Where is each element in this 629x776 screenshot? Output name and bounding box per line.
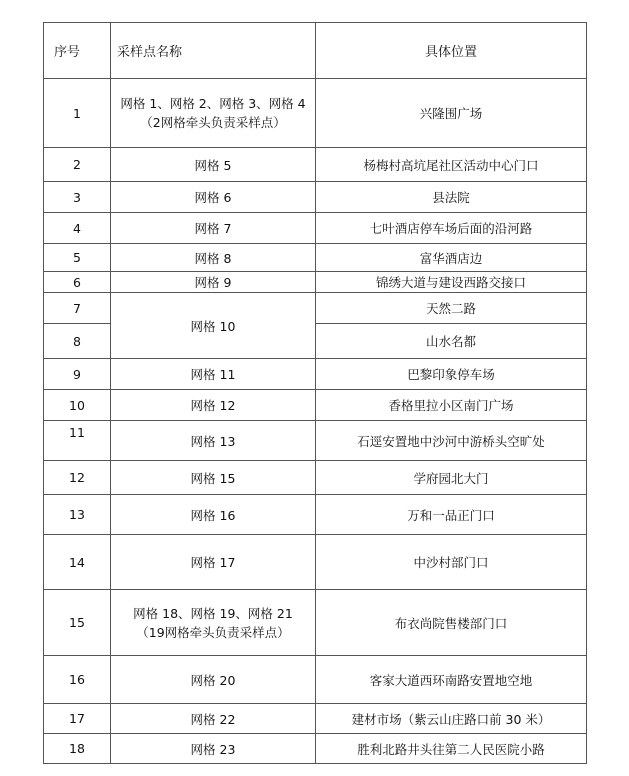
header-index: 序号 xyxy=(44,23,111,79)
row-location: 县法院 xyxy=(316,182,587,213)
row-location: 天然二路 xyxy=(316,293,587,324)
table-row xyxy=(44,704,587,734)
row-name xyxy=(111,590,316,656)
row-location: 富华酒店边 xyxy=(316,244,587,272)
row-location: 石逕安置地中沙河中游桥头空旷处 xyxy=(316,421,587,461)
row-name xyxy=(111,79,316,148)
table-row xyxy=(44,359,587,390)
row-index: 4 xyxy=(44,213,111,244)
row-location: 杨梅村高坑尾社区活动中心门口 xyxy=(316,148,587,182)
row-name: 网格 6 xyxy=(111,182,316,213)
row-location: 香格里拉小区南门广场 xyxy=(316,390,587,421)
table-header-row xyxy=(44,23,587,79)
row-location: 山水名都 xyxy=(316,324,587,359)
row-name: 网格 15 xyxy=(111,461,316,495)
row-index: 14 xyxy=(44,535,111,590)
row-name: 网格 9 xyxy=(111,272,316,293)
header-name: 采样点名称 xyxy=(111,23,316,79)
row-index: 11 xyxy=(44,421,111,461)
row-location: 巴黎印象停车场 xyxy=(316,359,587,390)
table-row xyxy=(44,421,587,461)
row-index: 15 xyxy=(44,590,111,656)
row-location: 兴隆围广场 xyxy=(316,79,587,148)
table-row xyxy=(44,461,587,495)
row-index: 13 xyxy=(44,495,111,535)
table-row xyxy=(44,182,587,213)
row-name-line2: （19网格牵头负责采样点） xyxy=(136,624,290,640)
row-location: 中沙村部门口 xyxy=(316,535,587,590)
row-name: 网格 13 xyxy=(111,421,316,461)
table-row xyxy=(44,293,587,324)
table-row xyxy=(44,734,587,764)
row-index: 17 xyxy=(44,704,111,734)
row-name-line1: 网格 18、网格 19、网格 21 xyxy=(133,605,293,621)
row-location: 胜利北路井头往第二人民医院小路 xyxy=(316,734,587,764)
row-index: 7 xyxy=(44,293,111,324)
row-name: 网格 23 xyxy=(111,734,316,764)
row-location: 学府园北大门 xyxy=(316,461,587,495)
row-index: 1 xyxy=(44,79,111,148)
row-name: 网格 22 xyxy=(111,704,316,734)
row-index: 8 xyxy=(44,324,111,359)
table-row xyxy=(44,535,587,590)
sampling-points-table xyxy=(43,22,587,764)
row-location: 布衣尚院售楼部门口 xyxy=(316,590,587,656)
row-name: 网格 8 xyxy=(111,244,316,272)
row-name-line1: 网格 1、网格 2、网格 3、网格 4 xyxy=(120,96,306,111)
table-row xyxy=(44,148,587,182)
row-index: 10 xyxy=(44,390,111,421)
row-name: 网格 20 xyxy=(111,656,316,704)
table-row xyxy=(44,656,587,704)
table-row xyxy=(44,272,587,293)
row-name: 网格 5 xyxy=(111,148,316,182)
row-index: 5 xyxy=(44,244,111,272)
table-row xyxy=(44,213,587,244)
row-index: 18 xyxy=(44,734,111,764)
row-location: 建材市场（紫云山庄路口前 30 米） xyxy=(316,704,587,734)
table-row xyxy=(44,495,587,535)
row-location: 万和一品正门口 xyxy=(316,495,587,535)
row-name: 网格 16 xyxy=(111,495,316,535)
row-name-line2: （2网格牵头负责采样点） xyxy=(140,115,286,130)
table-row xyxy=(44,79,587,148)
row-index: 12 xyxy=(44,461,111,495)
row-name: 网格 11 xyxy=(111,359,316,390)
table-row xyxy=(44,244,587,272)
row-index: 3 xyxy=(44,182,111,213)
row-name: 网格 17 xyxy=(111,535,316,590)
table-row xyxy=(44,390,587,421)
row-location: 七叶酒店停车场后面的沿河路 xyxy=(316,213,587,244)
row-name: 网格 7 xyxy=(111,213,316,244)
row-name: 网格 10 xyxy=(111,293,316,359)
table-row xyxy=(44,590,587,656)
row-index: 2 xyxy=(44,148,111,182)
row-location: 客家大道西环南路安置地空地 xyxy=(316,656,587,704)
row-location: 锦绣大道与建设西路交接口 xyxy=(316,272,587,293)
row-index: 9 xyxy=(44,359,111,390)
header-location: 具体位置 xyxy=(316,23,587,79)
row-index: 16 xyxy=(44,656,111,704)
row-index: 6 xyxy=(44,272,111,293)
row-name: 网格 12 xyxy=(111,390,316,421)
